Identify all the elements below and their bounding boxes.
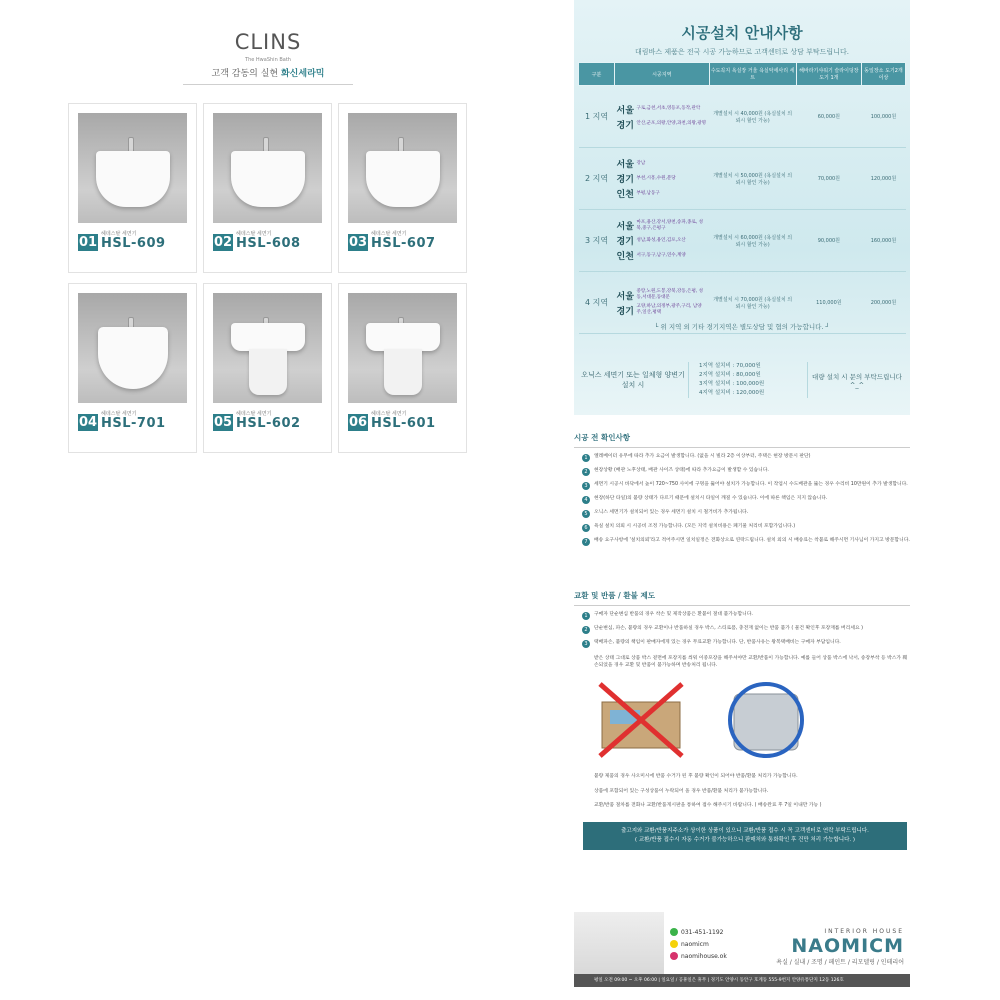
item-text: 구매자 단순변심 반품의 경우 착손 및 제작상품은 환불이 절대 불가능합니다. — [594, 612, 753, 617]
header-single: 해바라기샤워기 슬라이딩장 도기 1개 — [796, 63, 861, 86]
accessory-price: 개별설치 시 60,000원 (욕실설치 의뢰시 할인 가능) — [709, 210, 796, 272]
list-item — [574, 612, 910, 620]
guide-title: 시공설치 안내사항 — [681, 24, 803, 42]
towns: 강남 — [636, 160, 646, 166]
fee-table — [578, 62, 906, 334]
multi-price: 100,000원 — [861, 86, 905, 148]
kakao-text: naomicm — [681, 940, 709, 948]
contact-phone[interactable] — [670, 926, 727, 938]
product-model: HSL-607 — [371, 236, 436, 251]
sink-icon — [366, 323, 440, 351]
onyx-price: 3지역 설치비 : 100,000원 — [699, 381, 765, 387]
list-item — [574, 468, 910, 476]
product-label — [348, 229, 457, 251]
product-label — [348, 409, 457, 431]
sink-icon — [98, 327, 168, 389]
product-model-wrap — [371, 231, 436, 251]
product-category: 헤데스탈 세면기 — [101, 231, 137, 237]
logo-area — [776, 928, 904, 966]
zone-label: 2 지역 — [579, 148, 615, 210]
logo-big: NAOMICM — [791, 935, 904, 957]
area-line — [617, 118, 708, 131]
towns: 부천,시흥,수원,분당 — [636, 175, 676, 181]
sink-icon — [231, 323, 305, 351]
product-model-wrap — [101, 411, 166, 431]
brand-subtitle: The HwaShin Bath — [245, 57, 291, 63]
product-label — [213, 409, 322, 431]
area-cell — [615, 86, 710, 148]
phone-text: 031-451-1192 — [681, 928, 724, 936]
product-model: HSL-602 — [236, 416, 301, 431]
item-number: 2 — [582, 626, 590, 634]
area-line — [617, 249, 708, 262]
towns: 성남,화성,용인,김포,오산 — [636, 237, 686, 243]
product-number: 06 — [348, 415, 368, 430]
towns: 중랑,노원,도봉,강북,강동,은평, 성동,서대문,동대문 — [636, 289, 704, 300]
product-model-wrap — [236, 411, 301, 431]
item-number: 3 — [582, 482, 590, 490]
zone-label: 3 지역 — [579, 210, 615, 272]
bulk-note: 대량 설치 시 문의 부탁드립니다^_^ — [812, 372, 902, 389]
product-grid — [68, 103, 468, 453]
list-item — [574, 524, 910, 532]
product-image — [348, 293, 457, 403]
product-image — [78, 293, 187, 403]
list-item — [574, 496, 910, 504]
onyx-label: 오닉스 세면기 또는 일체형 양변기 설치 시 — [581, 371, 685, 389]
area-cell — [615, 210, 710, 272]
banner-line: ( 교환/반품 접수시 자동 수거가 불가능하으니 판매처와 통화확인 후 건만 처리 가능합니다. ) — [634, 837, 856, 843]
item-number: 7 — [582, 538, 590, 546]
multi-price: 200,000원 — [861, 272, 905, 334]
logo-services: 욕실 / 실내 / 조명 / 페인트 / 리모델링 / 인테리어 — [776, 959, 904, 966]
instagram-icon — [670, 952, 678, 960]
product-category: 헤데스탈 세면기 — [236, 411, 272, 417]
table-row — [579, 86, 906, 148]
sink-icon — [366, 151, 440, 207]
product-card[interactable] — [203, 283, 332, 453]
area-line — [617, 103, 708, 116]
product-model-wrap — [236, 231, 301, 251]
city: 경기 — [616, 175, 634, 185]
item-number: 4 — [582, 496, 590, 504]
area-line — [617, 219, 708, 232]
item-number: 2 — [582, 468, 590, 476]
multi-price: 160,000원 — [861, 210, 905, 272]
product-card[interactable] — [68, 103, 197, 273]
item-text: 현장(하단 타일)의 불량 상태가 다르기 때문에 설치시 타일이 깨질 수 있습니다. 이에 따른 책임은 지지 않습니다. — [594, 496, 828, 501]
guide-footnote: └ 위 지역 외 기타 경기지역은 별도상담 및 협의 가능합니다. ┘ — [654, 323, 830, 331]
zone-label: 1 지역 — [579, 86, 615, 148]
onyx-price: 2지역 설치비 : 80,000원 — [699, 372, 761, 378]
guide-subtitle: 대림바스 제품은 전국 시공 가능하므로 고객센터로 상담 부탁드립니다. — [635, 48, 849, 56]
kakao-icon — [670, 940, 678, 948]
phone-icon — [670, 928, 678, 936]
onyx-price: 4지역 설치비 : 120,000원 — [699, 390, 765, 396]
city: 인천 — [616, 252, 634, 262]
contacts — [670, 926, 727, 962]
install-guide — [574, 0, 910, 415]
list-item — [574, 510, 910, 518]
table-row — [579, 148, 906, 210]
returns-title: 교환 및 반품 / 환불 제도 — [574, 590, 910, 606]
product-model: HSL-609 — [101, 236, 166, 251]
product-number: 01 — [78, 235, 98, 250]
item-text: 엘레베이터 유무에 따라 추가 요금이 발생합니다. (없을 시 빌라 2층 이상부터, 주택은 현장 방문시 판단) — [594, 454, 811, 459]
good-packaging-icon — [726, 680, 806, 760]
product-image — [213, 113, 322, 223]
onyx-price: 1지역 설치비 : 70,000원 — [699, 363, 761, 369]
instagram-text: naomihouse.ok — [681, 952, 727, 960]
product-label — [213, 229, 322, 251]
accessory-price: 개별설치 시 50,000원 (욕실설치 의뢰시 할인 가능) — [709, 148, 796, 210]
product-card[interactable] — [203, 103, 332, 273]
contact-kakao[interactable] — [670, 938, 727, 950]
area-cell — [615, 148, 710, 210]
city: 경기 — [616, 120, 634, 131]
footer — [574, 912, 910, 974]
accessory-price: 개별설치 시 40,000원 (욕실설치 의뢰시 할인 가능) — [709, 86, 796, 148]
city: 인천 — [616, 190, 634, 200]
sink-icon — [231, 151, 305, 207]
after-note: 상품에 포함되어 있는 구성상품이 누락되어 올 경우 반품/환불 처리가 불가능합니다. — [594, 788, 769, 794]
header-multi: 동일장소 도기2개 이상 — [861, 63, 905, 86]
brand-divider — [183, 84, 353, 85]
single-price: 60,000원 — [796, 86, 861, 148]
brand-name: CLINS — [234, 30, 302, 54]
list-item — [574, 538, 910, 546]
item-number: 6 — [582, 524, 590, 532]
accessory-price: 개별설치 시 70,000원 (욕실설치 의뢰시 할인 가능) — [709, 272, 796, 334]
pedestal-icon — [249, 349, 287, 395]
city: 경기 — [616, 306, 634, 317]
product-category: 헤데스탈 세면기 — [236, 231, 272, 237]
item-number: 3 — [582, 640, 590, 648]
item-number: 1 — [582, 612, 590, 620]
towns: 구로,금천,서초,영등포,동작,관악 — [636, 106, 701, 111]
area-line — [617, 172, 708, 185]
single-price: 90,000원 — [796, 210, 861, 272]
product-image — [348, 113, 457, 223]
header-zone: 구분 — [579, 63, 615, 86]
product-number: 02 — [213, 235, 233, 250]
item-text: 택배파손, 불량의 책임이 판매자에게 있는 경우 무료교환 가능합니다. 단, 반품사유는 왕복택배비는 구매자 부담입니다. — [594, 640, 841, 645]
after-note: 불량 제품의 경우 사오미시에 반품 수거가 된 후 불량 확인이 되어야 반품/환불 처리가 가능합니다. — [594, 774, 798, 779]
product-card[interactable] — [68, 283, 197, 453]
item-text: 세면기 시공시 바닥에서 높이 720~750 사이에 구멍을 뚫어야 설치가 가능합니다. 이 작업시 수도배관을 뚫는 경우 수리비 10만원이 추가 발생합니다. — [594, 482, 908, 487]
product-label — [78, 229, 187, 251]
pack-note: 받은 상태 그대로 상품 박스 겉면에 포장지를 씌워 이중포장을 해주셔야만 교환/반품이 가능합니다. 예를 들어 상품 박스에 낙서, 송장부착 등 박스가 훼손되었을 경우 교환 및 반품이 불가능하며 반송처리 됩니다. — [594, 656, 908, 668]
product-category: 헤데스탈 세면기 — [101, 411, 137, 417]
return-banner — [583, 822, 907, 850]
single-price: 110,000원 — [796, 272, 861, 334]
multi-price: 120,000원 — [861, 148, 905, 210]
towns: 마포,용산,강서,양천,송파,종로, 성북,중구,은평구 — [636, 219, 704, 231]
list-item — [574, 640, 910, 648]
product-number: 05 — [213, 415, 233, 430]
after-notes — [574, 772, 910, 810]
product-label — [78, 409, 187, 431]
area-line — [617, 157, 708, 170]
area-line — [617, 304, 708, 317]
towns: 서구,동구,남구,연수,계양 — [636, 252, 686, 258]
item-text: 오닉스 세면기가 설치되어 있는 경우 세면기 설치 시 철거비가 추가됩니다. — [594, 510, 749, 515]
product-model-wrap — [371, 411, 436, 431]
pedestal-icon — [384, 349, 422, 395]
city: 서울 — [616, 160, 634, 170]
list-item — [574, 626, 910, 634]
product-model-wrap — [101, 231, 166, 251]
towns: 부평,남동구 — [636, 190, 660, 196]
product-card[interactable] — [338, 283, 467, 453]
area-line — [617, 234, 708, 247]
after-note: 교환/반품 절차를 전화나 교환/반품게시판을 통하여 접수 해주시기 바랍니다. ( 배송완료 후 7일 이내만 가능 ) — [594, 803, 822, 808]
sofa-image — [574, 912, 664, 974]
sink-icon — [96, 151, 170, 207]
item-number: 1 — [582, 454, 590, 462]
banner-line: 출고지와 교환/반품지주소가 상이한 상품이 있으니 교환/반품 접수 시 꼭 고객센터로 연락 부탁드립니다. — [621, 828, 869, 834]
item-text: 욕실 설치 의뢰 시 시공비 조정 가능합니다. (모든 지역 설치비용은 폐기물 처리비 포함가입니다.) — [594, 524, 796, 529]
city: 서울 — [616, 222, 634, 232]
towns: 고양,하남,의정부,광주,구리, 남양주,일산,평택 — [636, 304, 702, 315]
product-model: HSL-701 — [101, 416, 166, 431]
header-area: 시공지역 — [615, 63, 710, 86]
product-model: HSL-608 — [236, 236, 301, 251]
city: 서울 — [616, 291, 634, 302]
checklist-section — [574, 432, 910, 546]
product-image — [213, 293, 322, 403]
item-text: 배송 요구사항에 '설치의뢰'라고 적어주시면 일치일정은 전화상으로 연락드립니다. 설치 외의 시 배송료는 착불로 해주시면 기사님이 가지고 방문합니다. — [594, 538, 910, 543]
table-row — [579, 210, 906, 272]
onyx-section — [578, 350, 906, 410]
product-category: 헤데스탈 세면기 — [371, 231, 407, 237]
city: 경기 — [616, 237, 634, 247]
brand-company: 화신세라믹 — [280, 69, 325, 79]
product-number: 03 — [348, 235, 368, 250]
list-item — [574, 482, 910, 490]
area-line — [617, 289, 708, 302]
city: 서울 — [616, 105, 634, 116]
checklist-title: 시공 전 확인사항 — [574, 432, 910, 448]
footer-bar: 평일 오전 09:00 ~ 오후 06:00 | 일요일 / 공휴일은 휴무 | 경기도 안양시 동안구 호계동 555-9번지 안양유통단지 12동 126호 — [574, 974, 910, 987]
product-number: 04 — [78, 415, 98, 430]
logo-small: INTERIOR HOUSE — [824, 928, 904, 935]
area-line — [617, 187, 708, 200]
brand-tag-prefix: 고객 감동의 실현 — [211, 69, 281, 79]
product-card[interactable] — [338, 103, 467, 273]
onyx-prices — [688, 362, 808, 398]
item-text: 단순변심, 파손, 불량의 경우 교환이나 반품하실 경우 박스, 스티로폼, 충전재 없이는 반품 불가 ( 물건 확인후 포장재를 버리세요 ) — [594, 626, 863, 631]
product-catalog — [68, 30, 468, 431]
towns: 안산,군포,의왕,안양,과천,의왕,광명 — [636, 121, 706, 126]
returns-section — [574, 590, 910, 669]
list-item — [574, 454, 910, 462]
packaging-photos — [596, 680, 896, 760]
brand-tagline — [68, 66, 468, 79]
single-price: 70,000원 — [796, 148, 861, 210]
product-category: 헤데스탈 세면기 — [371, 411, 407, 417]
contact-instagram[interactable] — [670, 950, 727, 962]
header-accessory: 수도꼭지 욕실장 거울 욕실악세사리 세트 — [709, 63, 796, 86]
zone-label: 4 지역 — [579, 272, 615, 334]
fee-header-row — [579, 63, 906, 86]
product-model: HSL-601 — [371, 416, 436, 431]
product-image — [78, 113, 187, 223]
bad-packaging-icon — [596, 680, 686, 760]
item-text: 현장상황 (배관 노후상태, 배관 사이즈 상태)에 따라 추가요금이 발생할 수 있습니다. — [594, 468, 769, 473]
item-number: 5 — [582, 510, 590, 518]
